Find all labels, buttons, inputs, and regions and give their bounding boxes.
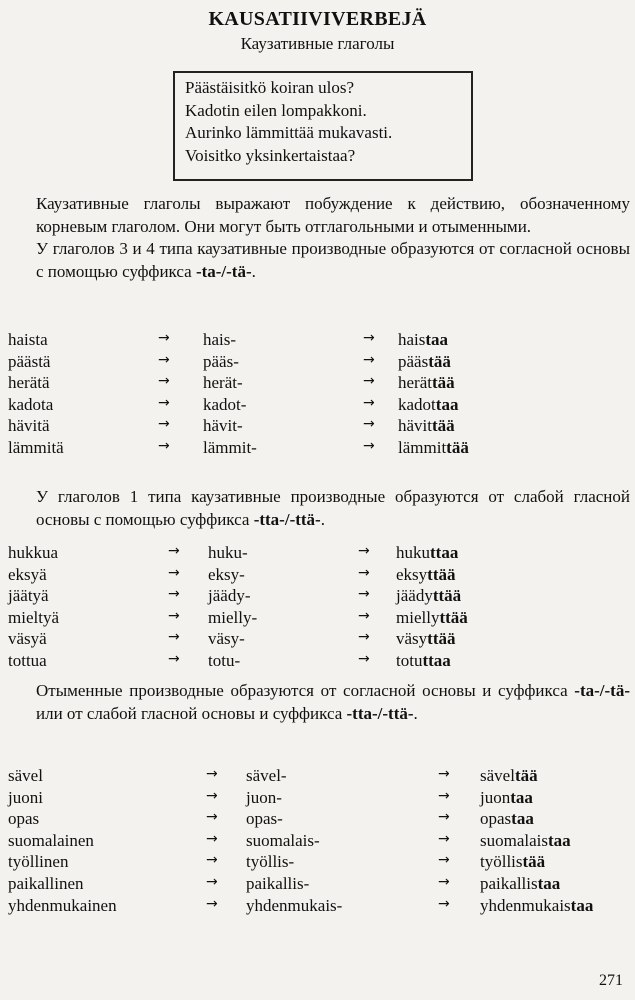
arrow-icon: → <box>358 607 370 624</box>
derived-base: huku <box>396 543 430 562</box>
section-3-text <box>8 680 630 725</box>
source-word: suomalainen <box>8 830 94 850</box>
derived-word <box>480 788 533 808</box>
arrow-icon: → <box>158 351 170 368</box>
page-title: KAUSATIIVIVERBEJÄ <box>208 8 427 30</box>
derived-suffix: tää <box>432 416 455 436</box>
table-row <box>8 831 633 853</box>
example-sentence: Päästäisitkö koiran ulos? <box>185 78 355 97</box>
arrow-icon: → <box>438 830 450 847</box>
derived-word <box>396 586 461 606</box>
derived-base: hävit <box>398 416 432 436</box>
derived-suffix: ttää <box>439 607 468 627</box>
table-row <box>8 608 633 630</box>
section-3-paragraph <box>8 680 630 725</box>
derived-base: juon <box>480 787 511 807</box>
table-row <box>8 896 633 918</box>
arrow-icon: → <box>363 373 375 390</box>
derived-suffix: taa <box>435 394 459 414</box>
table-row <box>8 352 633 374</box>
arrow-icon: → <box>206 830 218 847</box>
source-word: kadota <box>8 394 54 414</box>
table-row <box>8 586 633 608</box>
arrow-icon: → <box>206 809 218 826</box>
arrow-icon: → <box>206 873 218 890</box>
section-2-text-body: У глаголов 1 типа каузативные производные образуются от слабой гласной основы с помощью суффикса <box>36 487 630 529</box>
stem-word: väsy- <box>208 629 245 649</box>
table-row <box>8 809 633 831</box>
table-row <box>8 766 633 788</box>
derived-base: eksy <box>396 564 428 584</box>
arrow-icon: → <box>438 895 450 912</box>
arrow-icon: → <box>158 437 170 454</box>
derived-base: totu <box>396 650 423 670</box>
arrow-icon: → <box>158 416 170 433</box>
example-sentence: Kadotin eilen lompakkoni. <box>185 100 367 120</box>
source-word: opas <box>8 809 40 829</box>
derived-suffix: tää <box>446 437 469 457</box>
derived-suffix: ttaa <box>430 543 459 562</box>
derived-word <box>480 831 571 851</box>
derived-base: sävel <box>480 766 515 785</box>
stem-word: opas- <box>246 809 283 829</box>
derived-base: yhdenmukais <box>480 895 571 915</box>
derived-word <box>398 438 469 458</box>
intro-text-2-end: . <box>251 261 256 281</box>
arrow-icon: → <box>438 809 450 826</box>
arrow-icon: → <box>363 437 375 454</box>
stem-word: lämmit- <box>203 437 257 457</box>
suffix-tta-2: -tta-/-ttä- <box>346 703 414 723</box>
derived-suffix: taa <box>537 873 561 893</box>
intro-text-2-body: У глаголов 3 и 4 типа каузативные производные образуются от согласной основы с помощью суффикса <box>36 239 630 281</box>
derived-base: pääs <box>398 351 429 371</box>
derived-word <box>396 543 458 563</box>
table-row <box>8 651 633 673</box>
derivation-table-3 <box>8 766 633 917</box>
derived-base: suomalais <box>480 830 548 850</box>
derived-word <box>398 416 455 436</box>
intro-paragraph <box>8 193 630 283</box>
arrow-icon: → <box>168 564 180 581</box>
arrow-icon: → <box>438 766 450 782</box>
derived-suffix: ttaa <box>422 650 451 670</box>
derived-suffix: ttää <box>427 564 456 584</box>
derived-word <box>398 352 451 372</box>
derived-base: mielly <box>396 607 440 627</box>
section-3-text-end: . <box>413 703 418 723</box>
derived-base: väsy <box>396 629 428 649</box>
intro-text-2 <box>8 238 630 283</box>
suffix-tta: -tta-/-ttä- <box>253 509 321 529</box>
source-word: paikallinen <box>8 873 84 893</box>
source-word: väsyä <box>8 629 47 649</box>
derived-word <box>396 629 456 649</box>
arrow-icon: → <box>358 564 370 581</box>
derived-word <box>480 874 560 894</box>
derived-base: jäädy <box>396 586 433 606</box>
section-2-paragraph <box>8 486 630 531</box>
derived-suffix: tää <box>431 373 455 393</box>
source-word: jäätyä <box>8 586 49 606</box>
derived-suffix: taa <box>425 330 449 349</box>
derived-word <box>398 395 458 415</box>
derived-word <box>396 608 468 628</box>
stem-word: kadot- <box>203 394 247 414</box>
derived-word <box>480 809 534 829</box>
source-word: sävel <box>8 766 43 785</box>
table-row <box>8 373 633 395</box>
derived-base: herät <box>398 373 432 393</box>
derived-base: opas <box>480 809 512 829</box>
table-row <box>8 565 633 587</box>
derivation-table-1 <box>8 330 633 460</box>
arrow-icon: → <box>168 629 180 646</box>
arrow-icon: → <box>363 330 375 346</box>
arrow-icon: → <box>438 787 450 804</box>
table-row <box>8 852 633 874</box>
derived-word <box>480 852 545 872</box>
arrow-icon: → <box>358 586 370 603</box>
table-row <box>8 395 633 417</box>
derived-word <box>396 565 456 585</box>
table-row <box>8 543 633 565</box>
stem-word: huku- <box>208 543 248 562</box>
derived-word <box>480 896 593 916</box>
stem-word: paikallis- <box>246 873 310 893</box>
arrow-icon: → <box>168 607 180 624</box>
example-sentence: Voisitko yksinkertaistaa? <box>185 145 356 165</box>
source-word: työllinen <box>8 852 69 872</box>
derived-suffix: tää <box>522 852 546 872</box>
example-sentence: Aurinko lämmittää mukavasti. <box>185 123 393 142</box>
derived-suffix: tää <box>514 766 538 785</box>
arrow-icon: → <box>438 852 450 869</box>
table-row <box>8 874 633 896</box>
arrow-icon: → <box>358 650 370 667</box>
derived-word <box>480 766 538 786</box>
examples-box <box>173 71 473 181</box>
stem-word: totu- <box>208 650 241 670</box>
stem-word: jäädy- <box>208 586 251 606</box>
derived-word <box>396 651 451 671</box>
derived-base: työllis <box>480 852 523 872</box>
arrow-icon: → <box>168 543 180 559</box>
section-3-text-1: Отыменные производные образуются от согласной основы и суффикса <box>36 681 575 700</box>
derived-base: paikallis <box>480 873 538 893</box>
table-row <box>8 416 633 438</box>
arrow-icon: → <box>358 543 370 559</box>
stem-word: eksy- <box>208 564 245 584</box>
stem-word: yhdenmukais- <box>246 895 343 915</box>
source-word: hävitä <box>8 416 50 436</box>
table-row <box>8 330 633 352</box>
table-row <box>8 438 633 460</box>
stem-word: suomalais- <box>246 830 320 850</box>
arrow-icon: → <box>363 394 375 411</box>
derived-suffix: taa <box>570 895 594 915</box>
arrow-icon: → <box>158 394 170 411</box>
stem-word: mielly- <box>208 607 258 627</box>
derived-suffix: taa <box>511 809 534 829</box>
section-2-text-end: . <box>320 509 325 529</box>
arrow-icon: → <box>206 766 218 782</box>
arrow-icon: → <box>438 873 450 890</box>
derived-base: lämmit <box>398 437 447 457</box>
derived-base: hais <box>398 330 426 349</box>
source-word: yhdenmukainen <box>8 895 117 915</box>
suffix-ta-2: -ta-/-tä- <box>574 681 630 700</box>
arrow-icon: → <box>158 373 170 390</box>
source-word: haista <box>8 330 48 349</box>
source-word: herätä <box>8 373 50 393</box>
arrow-icon: → <box>168 650 180 667</box>
source-word: juoni <box>8 787 43 807</box>
derived-word <box>398 373 455 393</box>
stem-word: työllis- <box>246 852 295 872</box>
page-subtitle: Каузативные глаголы <box>240 34 395 53</box>
suffix-ta: -ta-/-tä- <box>195 261 252 281</box>
stem-word: pääs- <box>203 351 239 371</box>
derived-suffix: taa <box>548 830 571 850</box>
intro-text-1: Каузативные глаголы выражают побуждение к действию, обозначенному корневым глаголом. Они могут быть отглагольными и отыменными. <box>36 194 630 236</box>
arrow-icon: → <box>168 586 180 603</box>
page-number: 271 <box>599 972 623 989</box>
derived-suffix: tää <box>428 351 451 371</box>
arrow-icon: → <box>158 330 170 346</box>
source-word: lämmitä <box>8 437 64 457</box>
derived-suffix: taa <box>510 787 533 807</box>
source-word: eksyä <box>8 564 47 584</box>
stem-word: sävel- <box>246 766 287 785</box>
arrow-icon: → <box>363 351 375 368</box>
derived-word <box>398 330 448 350</box>
source-word: hukkua <box>8 543 59 562</box>
stem-word: hais- <box>203 330 237 349</box>
derived-suffix: ttää <box>427 629 456 649</box>
table-row <box>8 629 633 651</box>
derivation-table-2 <box>8 543 633 673</box>
table-row <box>8 788 633 810</box>
stem-word: hävit- <box>203 416 243 436</box>
source-word: mieltyä <box>8 607 59 627</box>
source-word: päästä <box>8 351 51 371</box>
source-word: tottua <box>8 650 47 670</box>
arrow-icon: → <box>358 629 370 646</box>
arrow-icon: → <box>363 416 375 433</box>
stem-word: herät- <box>203 373 243 393</box>
section-2-text <box>8 486 630 531</box>
arrow-icon: → <box>206 895 218 912</box>
derived-suffix: ttää <box>432 586 462 606</box>
arrow-icon: → <box>206 852 218 869</box>
arrow-icon: → <box>206 787 218 804</box>
stem-word: juon- <box>246 787 282 807</box>
derived-base: kadot <box>398 394 436 414</box>
section-3-text-2: или от слабой гласной основы и суффикса <box>36 703 347 723</box>
